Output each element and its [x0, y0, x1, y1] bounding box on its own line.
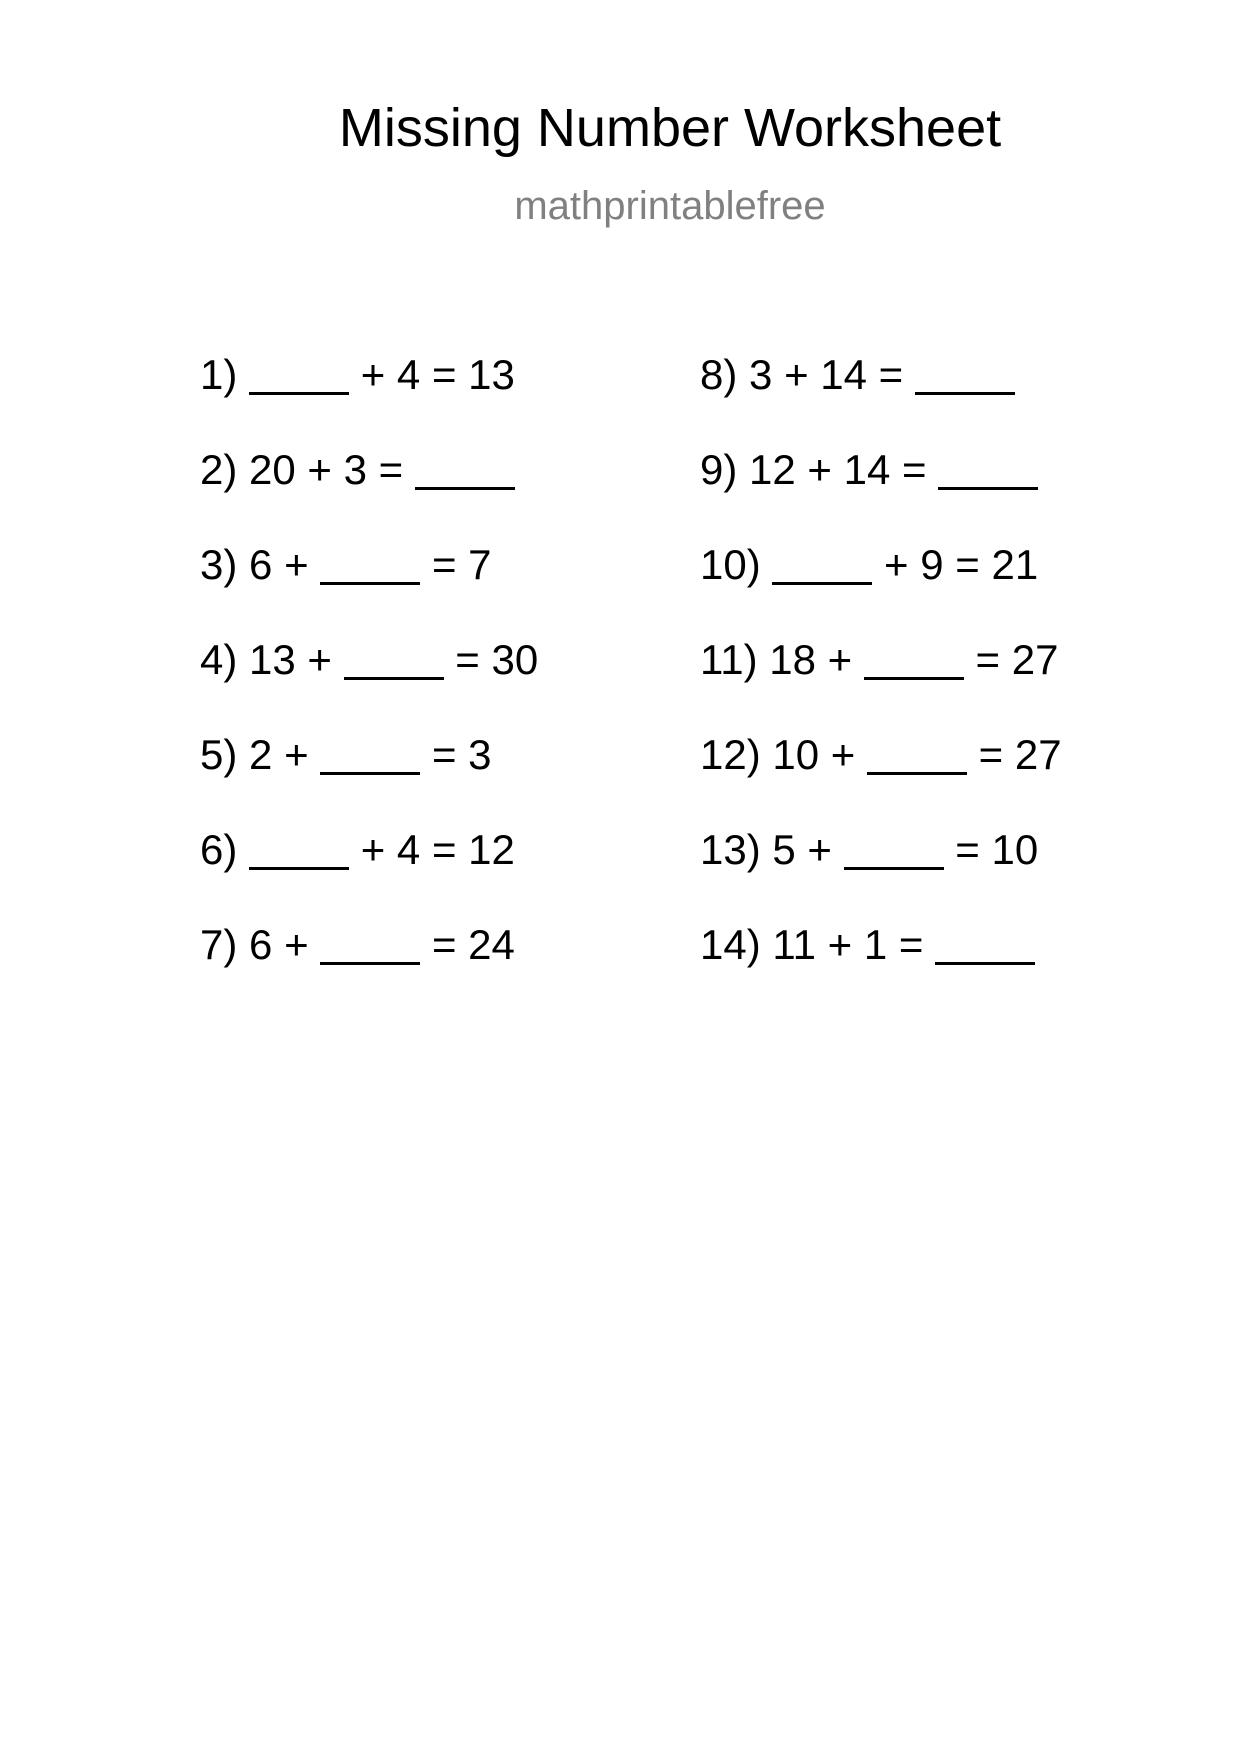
problem-number: 7) [200, 921, 238, 968]
equals: = [902, 446, 927, 493]
result: 13 [468, 351, 515, 398]
operator: + [784, 351, 809, 398]
operator: + [827, 921, 853, 968]
answer-blank[interactable] [415, 457, 515, 490]
problem-11 [700, 635, 1058, 685]
problem-9 [700, 445, 1038, 495]
equals: = [431, 921, 457, 968]
operand: 6 [249, 541, 273, 588]
result: 27 [1011, 636, 1059, 683]
operator: + [827, 636, 853, 683]
problem-2 [200, 445, 515, 495]
answer-blank[interactable] [320, 932, 420, 965]
operator: + [360, 826, 386, 873]
operand: 13 [249, 636, 296, 683]
problem-number: 5) [200, 731, 238, 778]
result: 24 [468, 921, 515, 968]
problem-number: 6) [200, 826, 238, 873]
problem-10 [700, 540, 1038, 590]
result: 30 [491, 636, 539, 683]
problem-number: 2) [200, 446, 238, 493]
operand: 18 [769, 636, 816, 683]
operand: 14 [843, 446, 891, 493]
operator: + [807, 446, 832, 493]
answer-blank[interactable] [938, 457, 1038, 490]
operand: 20 [249, 446, 296, 493]
problem-7 [200, 920, 515, 970]
operand: 14 [820, 351, 867, 398]
operand: 3 [749, 351, 773, 398]
operator: + [830, 731, 856, 778]
problem-number: 12) [700, 731, 761, 778]
answer-blank[interactable] [320, 552, 420, 585]
operator: + [360, 351, 386, 398]
operator: + [284, 731, 309, 778]
equals: = [878, 351, 904, 398]
problem-number: 3) [200, 541, 238, 588]
answer-blank[interactable] [867, 742, 967, 775]
problem-12 [700, 730, 1062, 780]
page-subtitle: mathprintablefree [514, 184, 826, 228]
problem-number: 14) [700, 921, 761, 968]
page-title: Missing Number Worksheet [338, 98, 1002, 158]
operator: + [307, 636, 332, 683]
problem-number: 4) [200, 636, 238, 683]
problem-number: 1) [200, 351, 238, 398]
operator: + [807, 826, 832, 873]
equals: = [431, 351, 457, 398]
problem-8 [700, 350, 1015, 400]
problem-number: 9) [700, 446, 738, 493]
problem-13 [700, 825, 1038, 875]
problem-6 [200, 825, 515, 875]
problem-number: 13) [700, 826, 761, 873]
equals: = [378, 446, 404, 493]
answer-blank[interactable] [915, 362, 1015, 395]
answer-blank[interactable] [249, 362, 349, 395]
equals: = [955, 541, 980, 588]
problem-number: 8) [700, 351, 738, 398]
result: 10 [991, 826, 1039, 873]
problem-14 [700, 920, 1035, 970]
operand: 5 [772, 826, 796, 873]
equals: = [455, 636, 480, 683]
answer-blank[interactable] [344, 647, 444, 680]
operand: 10 [772, 731, 820, 778]
answer-blank[interactable] [864, 647, 964, 680]
equals: = [955, 826, 980, 873]
answer-blank[interactable] [772, 552, 872, 585]
operand: 9 [920, 541, 944, 588]
answer-blank[interactable] [844, 837, 944, 870]
operator: + [284, 921, 309, 968]
equals: = [898, 921, 924, 968]
problem-number: 10) [700, 541, 761, 588]
operand: 4 [396, 826, 421, 873]
operator: + [307, 446, 332, 493]
answer-blank[interactable] [249, 837, 349, 870]
operator: + [284, 541, 309, 588]
problem-4 [200, 635, 538, 685]
equals: = [431, 541, 457, 588]
operand: 11 [772, 921, 816, 968]
operand: 3 [343, 446, 367, 493]
operand: 1 [863, 921, 888, 968]
answer-blank[interactable] [935, 932, 1035, 965]
result: 21 [991, 541, 1039, 588]
operand: 2 [249, 731, 273, 778]
problem-1 [200, 350, 515, 400]
answer-blank[interactable] [320, 742, 420, 775]
result: 7 [468, 541, 492, 588]
problem-5 [200, 730, 492, 780]
equals: = [975, 636, 1001, 683]
operand: 6 [249, 921, 273, 968]
equals: = [431, 731, 457, 778]
operator: + [884, 541, 909, 588]
result: 27 [1014, 731, 1062, 778]
result: 3 [468, 731, 492, 778]
equals: = [978, 731, 1004, 778]
result: 12 [468, 826, 515, 873]
equals: = [431, 826, 457, 873]
problem-3 [200, 540, 492, 590]
operand: 4 [396, 351, 421, 398]
operand: 12 [749, 446, 796, 493]
problem-number: 11) [700, 636, 758, 683]
